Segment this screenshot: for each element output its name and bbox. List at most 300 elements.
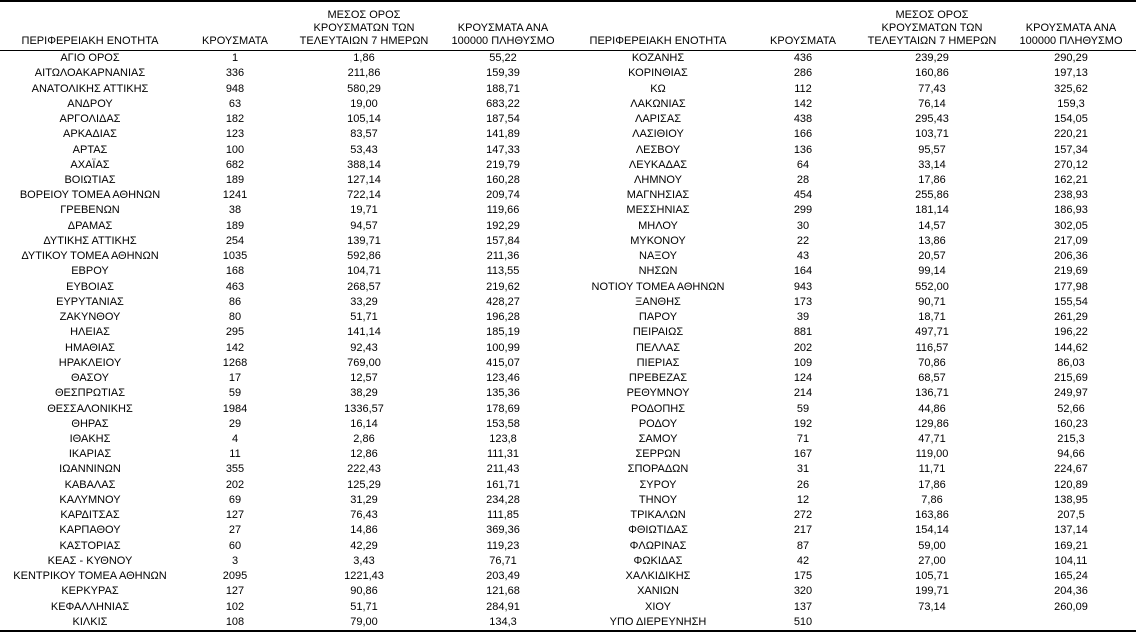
table-row: [0, 356, 568, 371]
per-100000-cell: 94,66: [1057, 448, 1085, 461]
table-row: [568, 81, 1136, 96]
table-row: [0, 417, 568, 432]
table-row: [568, 234, 1136, 249]
per-100000-cell: 219,62: [486, 280, 520, 293]
avg-7day-cell: 51,71: [350, 311, 378, 324]
per-100000-cell: 155,54: [1054, 295, 1088, 308]
table-row: [568, 508, 1136, 523]
avg-7day-cell: 1221,43: [344, 570, 384, 583]
per-100000-cell: 160,23: [1054, 417, 1088, 430]
region-name-cell: ΚΑΡΠΑΘΟΥ: [59, 524, 121, 537]
per-100000-cell: 206,36: [1054, 250, 1088, 263]
avg-7day-cell: 160,86: [915, 67, 949, 80]
avg-7day-cell: 580,29: [347, 82, 381, 95]
table-row: [0, 158, 568, 173]
region-name-cell: ΝΑΞΟΥ: [639, 250, 677, 263]
cases-cell: 59: [228, 387, 242, 400]
column-header-regional-unit: ΠΕΡΙΦΕΡΕΙΑΚΗ ΕΝΟΤΗΤΑ: [568, 2, 748, 51]
avg-7day-cell: 47,71: [918, 432, 946, 445]
avg-7day-cell: 31,29: [350, 493, 378, 506]
region-name-cell: ΖΑΚΥΝΘΟΥ: [59, 311, 121, 324]
table-row: [568, 280, 1136, 295]
cases-cell: 202: [793, 341, 813, 354]
table-row: [0, 234, 568, 249]
cases-cell: 29: [228, 417, 242, 430]
per-100000-cell: 154,05: [1054, 113, 1088, 126]
avg-7day-cell: 181,14: [915, 204, 949, 217]
cases-cell: 166: [793, 128, 813, 141]
table-row: [0, 51, 568, 67]
table-row: [568, 188, 1136, 203]
cases-cell: 202: [225, 478, 245, 491]
avg-7day-cell: 17,86: [918, 173, 946, 186]
per-100000-cell: 165,24: [1054, 570, 1088, 583]
per-100000-cell: 104,11: [1054, 554, 1088, 567]
cases-cell: 87: [796, 539, 810, 552]
table-row: [0, 219, 568, 234]
region-name-cell: ΛΑΚΩΝΙΑΣ: [630, 97, 686, 110]
cases-cell: 286: [793, 67, 813, 80]
avg-7day-cell: 104,71: [347, 265, 381, 278]
cases-cell: 175: [793, 570, 813, 583]
cases-cell: 124: [793, 372, 813, 385]
avg-7day-cell: 11,71: [918, 463, 946, 476]
per-100000-cell: 147,33: [486, 143, 520, 156]
avg-7day-cell: 14,57: [918, 219, 946, 232]
avg-7day-cell: 90,86: [350, 585, 378, 598]
per-100000-cell: 270,12: [1054, 158, 1088, 171]
per-100000-cell: 260,09: [1054, 600, 1088, 613]
table-row: [0, 569, 568, 584]
cases-cell: 682: [225, 158, 245, 171]
avg-7day-cell: 141,14: [347, 326, 381, 339]
region-name-cell: ΥΠΟ ΔΙΕΡΕΥΝΗΣΗ: [609, 615, 707, 628]
table-row: [0, 127, 568, 142]
per-100000-cell: 120,89: [1054, 478, 1088, 491]
avg-7day-cell: 13,86: [918, 234, 946, 247]
per-100000-cell: 196,28: [486, 311, 520, 324]
table-row: [0, 401, 568, 416]
region-name-cell: ΛΕΥΚΑΔΑΣ: [628, 158, 688, 171]
table-row: [568, 142, 1136, 157]
region-name-cell: ΦΩΚΙΔΑΣ: [633, 554, 683, 567]
table-row: [0, 310, 568, 325]
avg-7day-cell: 51,71: [350, 600, 378, 613]
cases-cell: 27: [228, 524, 242, 537]
table-row: [568, 401, 1136, 416]
table-row: [0, 325, 568, 340]
avg-7day-cell: 295,43: [915, 113, 949, 126]
cases-cell: 336: [225, 67, 245, 80]
per-100000-cell: 187,54: [486, 113, 520, 126]
table-row: [0, 554, 568, 569]
cases-cell: 1984: [222, 402, 248, 415]
cases-cell: 123: [225, 128, 245, 141]
table-row: [0, 97, 568, 112]
per-100000-cell: 203,49: [486, 570, 520, 583]
table-row: [0, 142, 568, 157]
region-name-cell: ΒΟΡΕΙΟΥ ΤΟΜΕΑ ΑΘΗΝΩΝ: [19, 189, 161, 202]
table-row: [568, 584, 1136, 599]
per-100000-cell: 220,21: [1054, 128, 1088, 141]
region-name-cell: ΡΕΘΥΜΝΟΥ: [626, 387, 690, 400]
cases-cell: 69: [228, 493, 242, 506]
avg-7day-cell: 42,29: [350, 539, 378, 552]
table-row: [0, 447, 568, 462]
table-row: [568, 493, 1136, 508]
region-name-cell: ΚΕΑΣ - ΚΥΘΝΟΥ: [47, 554, 133, 567]
cases-cell: 189: [225, 173, 245, 186]
per-100000-cell: 153,58: [486, 417, 520, 430]
cases-cell: 1268: [222, 356, 248, 369]
column-header-7day-average: ΜΕΣΟΣ ΟΡΟΣ ΚΡΟΥΣΜΑΤΩΝ ΤΩΝ ΤΕΛΕΥΤΑΙΩΝ 7 ΗΜΕΡΩΝ: [290, 2, 438, 51]
region-name-cell: ΜΗΛΟΥ: [638, 219, 678, 232]
table-row: [568, 523, 1136, 538]
cases-cell: 137: [793, 600, 813, 613]
region-name-cell: ΜΑΓΝΗΣΙΑΣ: [626, 189, 690, 202]
region-name-cell: ΧΑΝΙΩΝ: [637, 585, 679, 598]
cases-cell: 22: [796, 234, 810, 247]
region-name-cell: ΝΗΣΩΝ: [638, 265, 678, 278]
per-100000-cell: 188,71: [486, 82, 520, 95]
avg-7day-cell: 19,71: [350, 204, 378, 217]
table-row: [568, 462, 1136, 477]
table-row: [0, 599, 568, 614]
table-row: [0, 371, 568, 386]
per-100000-cell: 52,66: [1057, 402, 1085, 415]
region-name-cell: ΔΥΤΙΚΟΥ ΤΟΜΕΑ ΑΘΗΝΩΝ: [21, 250, 159, 263]
cases-cell: 1: [231, 52, 239, 65]
cases-cell: 31: [796, 463, 810, 476]
table-header: [0, 2, 568, 51]
avg-7day-cell: 77,43: [918, 82, 946, 95]
region-name-cell: ΔΡΑΜΑΣ: [67, 219, 113, 232]
avg-7day-cell: 1336,57: [344, 402, 384, 415]
table-row: [568, 478, 1136, 493]
per-100000-cell: 169,21: [1054, 539, 1088, 552]
column-header-per-100000: ΚΡΟΥΣΜΑΤΑ ΑΝΑ 100000 ΠΛΗΘΥΣΜΟ: [1006, 2, 1136, 51]
avg-7day-cell: 99,14: [918, 265, 946, 278]
avg-7day-cell: 90,71: [918, 295, 946, 308]
avg-7day-cell: 552,00: [915, 280, 949, 293]
region-name-cell: ΗΜΑΘΙΑΣ: [65, 341, 115, 354]
region-name-cell: ΕΥΒΟΙΑΣ: [66, 280, 114, 293]
region-name-cell: ΦΛΩΡΙΝΑΣ: [629, 539, 687, 552]
per-100000-cell: 238,93: [1054, 189, 1088, 202]
region-name-cell: ΠΕΙΡΑΙΩΣ: [632, 326, 684, 339]
cases-cell: 127: [225, 585, 245, 598]
region-name-cell: ΛΕΣΒΟΥ: [635, 143, 681, 156]
table-row: [0, 523, 568, 538]
region-name-cell: ΞΑΝΘΗΣ: [635, 295, 681, 308]
region-name-cell: ΗΡΑΚΛΕΙΟΥ: [58, 356, 122, 369]
region-name-cell: ΑΡΓΟΛΙΔΑΣ: [59, 113, 121, 126]
avg-7day-cell: 38,29: [350, 387, 378, 400]
per-100000-cell: 249,97: [1054, 387, 1088, 400]
per-100000-cell: 144,62: [1054, 341, 1088, 354]
table-row: [568, 249, 1136, 264]
region-name-cell: ΑΝΔΡΟΥ: [67, 97, 113, 110]
cases-cell: 127: [225, 509, 245, 522]
region-name-cell: ΑΙΤΩΛΟΑΚΑΡΝΑΝΙΑΣ: [34, 67, 146, 80]
per-100000-cell: 325,62: [1054, 82, 1088, 95]
cases-cell: 164: [793, 265, 813, 278]
table-row: [0, 539, 568, 554]
cases-cell: 86: [228, 295, 242, 308]
avg-7day-cell: 92,43: [350, 341, 378, 354]
table-row: [568, 97, 1136, 112]
table-row: [0, 386, 568, 401]
per-100000-cell: 209,74: [486, 189, 520, 202]
avg-7day-cell: 722,14: [347, 189, 381, 202]
avg-7day-cell: 255,86: [915, 189, 949, 202]
cases-cell: 12: [796, 493, 810, 506]
cases-cell: 43: [796, 250, 810, 263]
cases-cell: 109: [793, 356, 813, 369]
per-100000-cell: 119,66: [486, 204, 520, 217]
per-100000-cell: 234,28: [486, 493, 520, 506]
cases-cell: 436: [793, 52, 813, 65]
avg-7day-cell: 497,71: [915, 326, 949, 339]
table-body-right: [568, 51, 1136, 631]
cases-cell: 355: [225, 463, 245, 476]
cases-cell: 2095: [222, 570, 248, 583]
region-name-cell: ΓΡΕΒΕΝΩΝ: [60, 204, 120, 217]
avg-7day-cell: 12,86: [350, 448, 378, 461]
region-name-cell: ΚΕΝΤΡΙΚΟΥ ΤΟΜΕΑ ΑΘΗΝΩΝ: [13, 570, 167, 583]
region-name-cell: ΠΕΛΛΑΣ: [635, 341, 681, 354]
avg-7day-cell: 59,00: [918, 539, 946, 552]
table-row: [0, 173, 568, 188]
avg-7day-cell: 268,57: [347, 280, 381, 293]
cases-cell: 102: [225, 600, 245, 613]
cases-table-right: [568, 2, 1136, 630]
region-name-cell: ΚΑΣΤΟΡΙΑΣ: [59, 539, 121, 552]
region-name-cell: ΛΑΡΙΣΑΣ: [634, 113, 681, 126]
per-100000-cell: 302,05: [1054, 219, 1088, 232]
per-100000-cell: 121,68: [486, 585, 520, 598]
cases-cell: 217: [793, 524, 813, 537]
avg-7day-cell: 116,57: [915, 341, 949, 354]
avg-7day-cell: 14,86: [350, 524, 378, 537]
cases-cell: 63: [228, 97, 242, 110]
region-name-cell: ΜΕΣΣΗΝΙΑΣ: [626, 204, 690, 217]
cases-cell: 108: [225, 615, 245, 628]
table-row: [568, 447, 1136, 462]
cases-cell: 295: [225, 326, 245, 339]
cases-cell: 80: [228, 311, 242, 324]
table-row: [568, 295, 1136, 310]
avg-7day-cell: 18,71: [918, 311, 946, 324]
cases-cell: 881: [793, 326, 813, 339]
table-row: [568, 356, 1136, 371]
per-100000-cell: 192,29: [486, 219, 520, 232]
region-name-cell: ΡΟΔΟΠΗΣ: [630, 402, 686, 415]
region-name-cell: ΒΟΙΩΤΙΑΣ: [64, 173, 116, 186]
per-100000-cell: 137,14: [1054, 524, 1088, 537]
region-name-cell: ΙΚΑΡΙΑΣ: [68, 448, 112, 461]
cases-cell: 463: [225, 280, 245, 293]
region-name-cell: ΚΟΖΑΝΗΣ: [631, 52, 685, 65]
cases-cell: 948: [225, 82, 245, 95]
cases-cell: 3: [231, 554, 239, 567]
region-name-cell: ΘΗΡΑΣ: [71, 417, 109, 430]
cases-cell: 214: [793, 387, 813, 400]
table-row: [0, 81, 568, 96]
per-100000-cell: 159,39: [486, 67, 520, 80]
avg-7day-cell: 33,29: [350, 295, 378, 308]
table-header: [568, 2, 1136, 51]
per-100000-cell: 123,8: [489, 432, 517, 445]
region-name-cell: ΛΗΜΝΟΥ: [634, 173, 682, 186]
table-row: [568, 569, 1136, 584]
avg-7day-cell: 103,71: [915, 128, 949, 141]
avg-7day-cell: 239,29: [915, 52, 949, 65]
table-row: [0, 615, 568, 630]
cases-cell: 254: [225, 234, 245, 247]
cases-cell: 30: [796, 219, 810, 232]
avg-7day-cell: 119,00: [915, 448, 949, 461]
cases-cell: 17: [228, 372, 242, 385]
per-100000-cell: [1006, 615, 1136, 630]
per-100000-cell: 123,46: [486, 372, 520, 385]
region-name-cell: ΣΕΡΡΩΝ: [635, 448, 681, 461]
region-name-cell: ΤΡΙΚΑΛΩΝ: [630, 509, 686, 522]
region-name-cell: ΘΕΣΣΑΛΟΝΙΚΗΣ: [47, 402, 133, 415]
avg-7day-cell: 127,14: [347, 173, 381, 186]
table-row: [0, 432, 568, 447]
cases-cell: 1241: [222, 189, 248, 202]
region-name-cell: ΕΥΡΥΤΑΝΙΑΣ: [56, 295, 124, 308]
per-100000-cell: 211,36: [486, 250, 520, 263]
table-row: [0, 295, 568, 310]
avg-7day-cell: 125,29: [347, 478, 381, 491]
avg-7day-cell: 7,86: [921, 493, 943, 506]
region-name-cell: ΑΡΚΑΔΙΑΣ: [63, 128, 117, 141]
table-row: [568, 173, 1136, 188]
cases-cell: 272: [793, 509, 813, 522]
table-row: [0, 249, 568, 264]
cases-cell: 39: [796, 311, 810, 324]
avg-7day-cell: 222,43: [347, 463, 381, 476]
column-header-cases: ΚΡΟΥΣΜΑΤΑ: [748, 2, 858, 51]
table-row: [568, 127, 1136, 142]
per-100000-cell: 134,3: [489, 615, 517, 628]
cases-cell: 64: [796, 158, 810, 171]
per-100000-cell: 219,79: [486, 158, 520, 171]
cases-cell: 943: [793, 280, 813, 293]
per-100000-cell: 215,69: [1054, 372, 1088, 385]
table-row: [0, 280, 568, 295]
region-name-cell: ΤΗΝΟΥ: [638, 493, 678, 506]
region-name-cell: ΚΑΡΔΙΤΣΑΣ: [60, 509, 120, 522]
per-100000-cell: 177,98: [1054, 280, 1088, 293]
avg-7day-cell: 211,86: [347, 67, 381, 80]
avg-7day-cell: 19,00: [350, 97, 378, 110]
region-name-cell: ΚΕΦΑΛΛΗΝΙΑΣ: [50, 600, 130, 613]
region-name-cell: ΣΥΡΟΥ: [639, 478, 677, 491]
per-100000-cell: 217,09: [1054, 234, 1088, 247]
per-100000-cell: 111,85: [486, 509, 519, 522]
per-100000-cell: 135,36: [486, 387, 520, 400]
per-100000-cell: 224,67: [1054, 463, 1088, 476]
table-row: [0, 112, 568, 127]
cases-table-left: [0, 2, 568, 630]
cases-cell: 167: [793, 448, 813, 461]
per-100000-cell: 86,03: [1057, 356, 1085, 369]
cases-cell: 173: [793, 295, 813, 308]
cases-cell: 112: [794, 82, 812, 95]
cases-cell: 59: [796, 402, 810, 415]
avg-7day-cell: 3,43: [353, 554, 375, 567]
per-100000-cell: 219,69: [1054, 265, 1088, 278]
per-100000-cell: 119,23: [486, 539, 520, 552]
table-row: [0, 340, 568, 355]
cases-cell: 28: [796, 173, 810, 186]
per-100000-cell: 284,91: [486, 600, 520, 613]
avg-7day-cell: 154,14: [915, 524, 949, 537]
region-name-cell: ΙΘΑΚΗΣ: [69, 432, 111, 445]
table-row: [568, 112, 1136, 127]
table-row: [0, 264, 568, 279]
per-100000-cell: 76,71: [489, 554, 517, 567]
avg-7day-cell: 769,00: [347, 356, 381, 369]
column-header-per-100000: ΚΡΟΥΣΜΑΤΑ ΑΝΑ 100000 ΠΛΗΘΥΣΜΟ: [438, 2, 568, 51]
table-row: [568, 554, 1136, 569]
per-100000-cell: 211,43: [486, 463, 520, 476]
cases-cell: 38: [228, 204, 242, 217]
avg-7day-cell: [858, 615, 1006, 630]
avg-7day-cell: 94,57: [350, 219, 378, 232]
cases-cell: 136: [793, 143, 813, 156]
table-row: [568, 340, 1136, 355]
region-name-cell: ΛΑΣΙΘΙΟΥ: [632, 128, 684, 141]
avg-7day-cell: 27,00: [918, 554, 946, 567]
table-row: [568, 219, 1136, 234]
avg-7day-cell: 76,43: [350, 509, 378, 522]
cases-cell: 182: [225, 113, 245, 126]
table-row: [0, 508, 568, 523]
cases-cell: 142: [793, 97, 813, 110]
avg-7day-cell: 73,14: [918, 600, 946, 613]
table-row: [0, 462, 568, 477]
per-100000-cell: 162,21: [1054, 173, 1088, 186]
per-100000-cell: 161,71: [486, 478, 520, 491]
per-100000-cell: 185,19: [486, 326, 520, 339]
region-name-cell: ΙΩΑΝΝΙΝΩΝ: [59, 463, 121, 476]
region-name-cell: ΔΥΤΙΚΗΣ ΑΤΤΙΚΗΣ: [43, 234, 137, 247]
avg-7day-cell: 68,57: [918, 372, 946, 385]
avg-7day-cell: 95,57: [918, 143, 946, 156]
cases-cell: 4: [231, 432, 239, 445]
per-100000-cell: 369,36: [486, 524, 520, 537]
region-name-cell: ΑΧΑΪΑΣ: [70, 158, 110, 171]
table-row: [568, 599, 1136, 614]
avg-7day-cell: 388,14: [347, 158, 381, 171]
avg-7day-cell: 76,14: [918, 97, 946, 110]
per-100000-cell: 157,34: [1054, 143, 1088, 156]
cases-cell: 42: [796, 554, 810, 567]
per-100000-cell: 159,3: [1057, 97, 1085, 110]
avg-7day-cell: 83,57: [350, 128, 378, 141]
avg-7day-cell: 199,71: [915, 585, 949, 598]
cases-cell: 100: [225, 143, 245, 156]
region-name-cell: ΦΘΙΩΤΙΔΑΣ: [628, 524, 688, 537]
cases-cell: 142: [225, 341, 245, 354]
avg-7day-cell: 12,57: [350, 372, 378, 385]
table-row: [568, 325, 1136, 340]
table-row: [568, 310, 1136, 325]
